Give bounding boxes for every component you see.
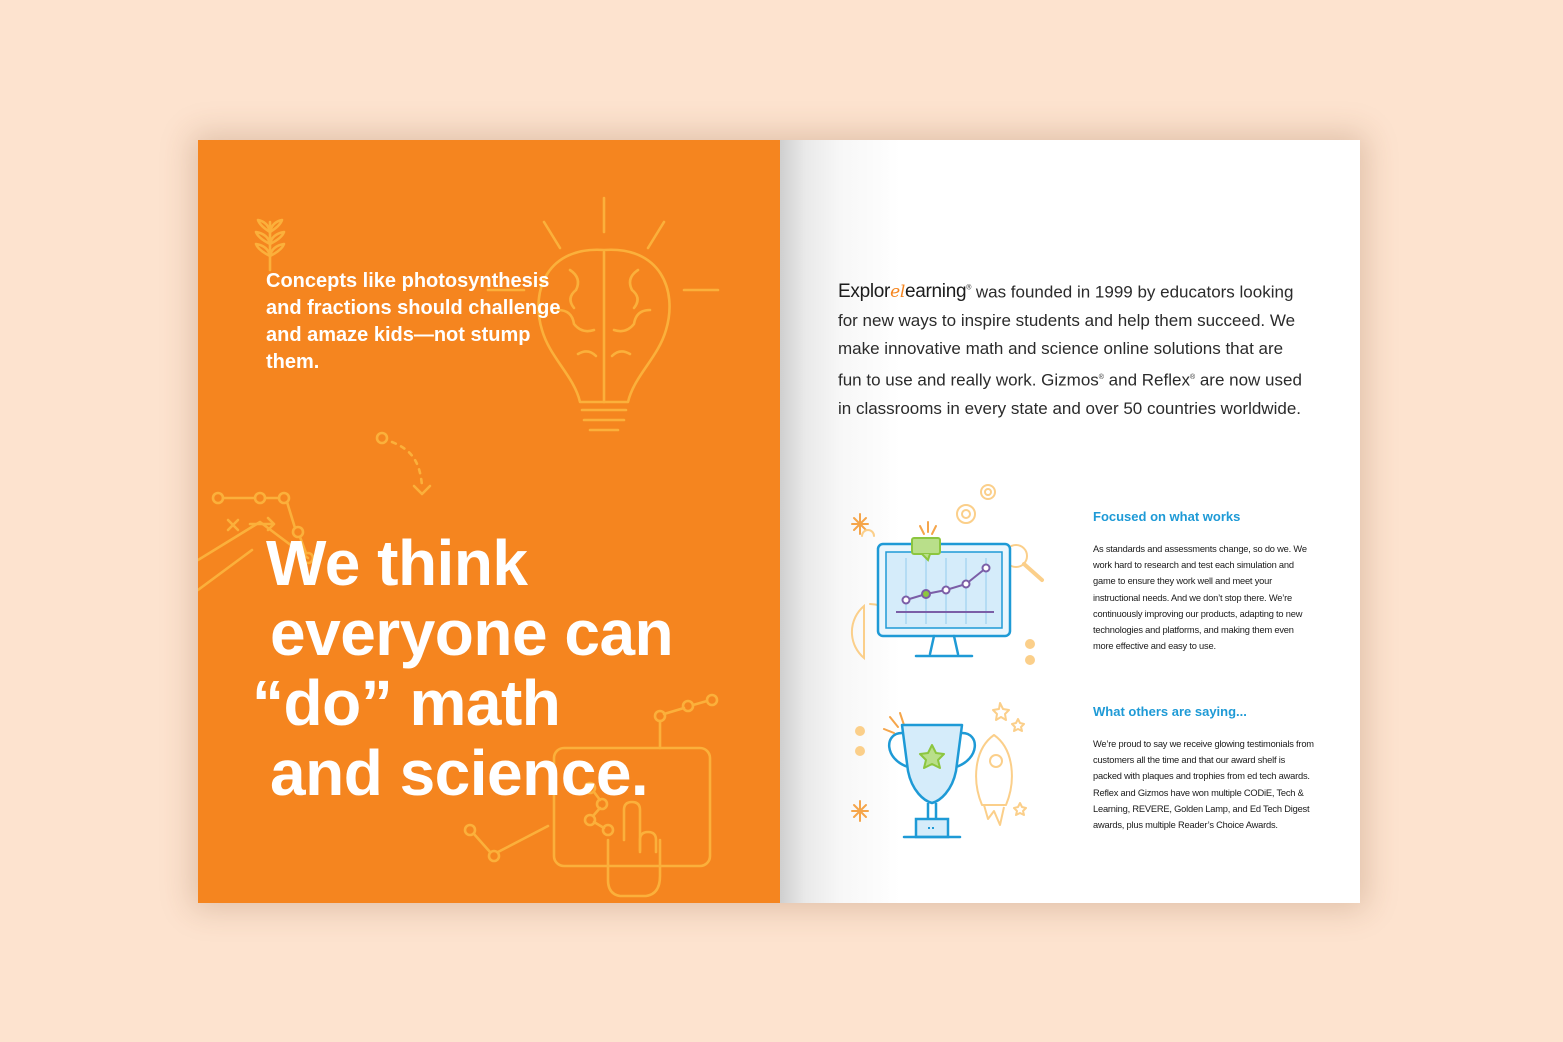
left-page bbox=[198, 140, 780, 903]
logo-part-3: earning bbox=[904, 281, 967, 303]
logo-part-2: el bbox=[890, 282, 905, 303]
about-mark-2: ® bbox=[1189, 373, 1196, 381]
headline-line-4: and science. bbox=[270, 737, 649, 809]
others-heading: What others are saying... bbox=[1093, 704, 1247, 719]
sprout-icon bbox=[256, 220, 284, 270]
about-text-3: are now used in classrooms in every state and over 50 countries worldwide. bbox=[838, 370, 1302, 418]
headline-line-3: “do” math bbox=[252, 667, 561, 739]
right-page bbox=[780, 140, 1360, 903]
headline bbox=[252, 527, 674, 809]
intro-text: Concepts like photosynthesis and fractions should challenge and amaze kids—not stump them. bbox=[266, 270, 561, 373]
about-mark-1: ® bbox=[1098, 373, 1104, 381]
explorelearning-logo bbox=[838, 281, 971, 302]
others-body: We’re proud to say we receive glowing testimonials from customers all the time and that our award shelf is packed with plaques and trophies from ed tech awards. Reflex and Gizmos have won multiple CODiE, Tech & Learning, REVERE, Golden Lamp, and Ed Tech Digest awards, plus multiple Reader’s Choice Awards. bbox=[1093, 739, 1314, 831]
focused-body: As standards and assessments change, so do we. We work hard to research and test each simulation and game to ensure they work well and meet your instructional needs. And we don’t stop there. We’re continuously improving our products, adapting to new technologies and platforms, and making them even more effective and easy to use. bbox=[1093, 544, 1307, 652]
headline-line-1: We think bbox=[266, 527, 528, 599]
focused-heading: Focused on what works bbox=[1093, 509, 1241, 524]
dotted-arrow-icon bbox=[377, 433, 430, 494]
logo-registered-mark: ® bbox=[966, 285, 972, 292]
about-paragraph bbox=[838, 275, 1308, 423]
logo-part-1: Explor bbox=[838, 281, 891, 303]
trophy-icon bbox=[844, 695, 1044, 855]
about-text-2: and Reflex bbox=[1103, 370, 1190, 390]
about-text-1: was founded in 1999 by educators looking for new ways to inspire students and help them succeed. We make innovative math and science online solutions that are fun to use and really work. Gizmos bbox=[838, 282, 1296, 390]
computer-chart-icon bbox=[824, 478, 1054, 678]
headline-line-2: everyone can bbox=[270, 597, 674, 669]
